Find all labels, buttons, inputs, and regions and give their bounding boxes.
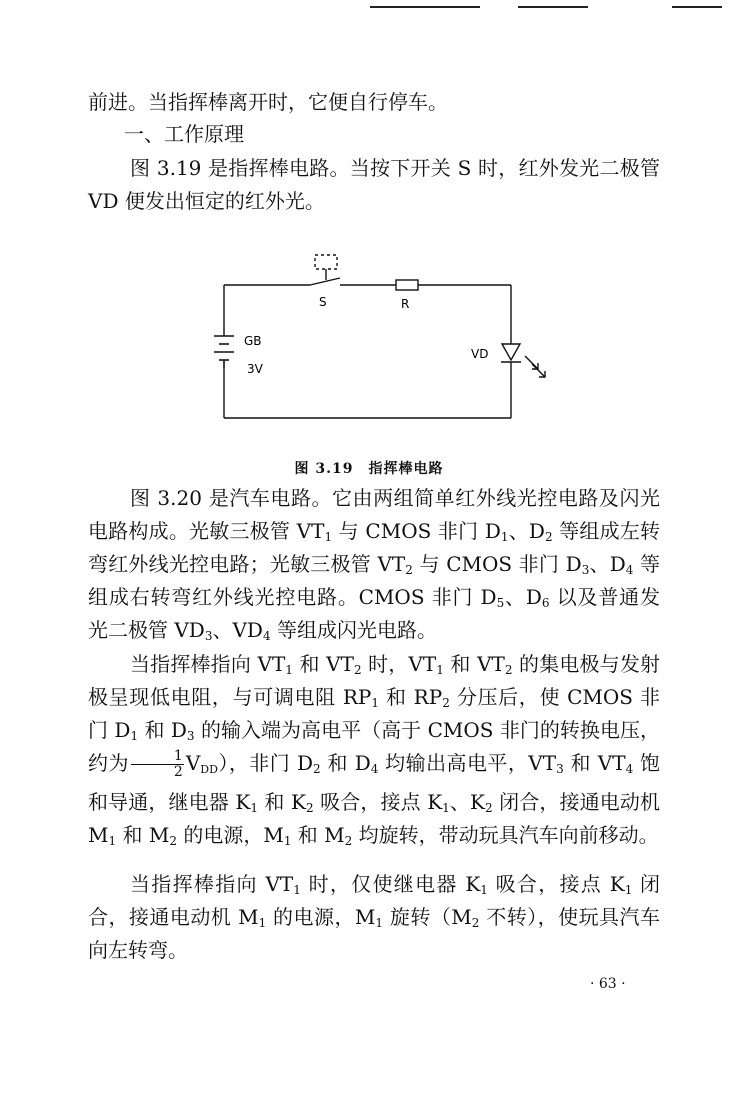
paragraph-4: 当指挥棒指向 $VT_1$ 时，仅使继电器 $K_1$ 吸合，接点 $K_1$ 闭合，接通电动机 $M_1$ 的电源，$M_1$ 旋转（$M_2$ 不转），使玩具汽车向左转弯。 <box>88 872 661 962</box>
resistor-label: R <box>401 297 410 311</box>
fraction-v: V <box>185 751 201 775</box>
paragraph-3-part-b: ），非门 $D_2$ 和 $D_4$ 均输出高电平，$VT_3$ 和 $VT_4$ 饱和导通，继电器 $K_1$ 和 $K_2$ 吸合，接点 $K_1$、$K_2$ 闭合，接通电动机 $M_1$ 和 $M_2$ 的电源，$M_1$ 和 $M_2$ 均旋转，带动玩具汽车向前移动。 <box>88 751 661 848</box>
circuit-diagram <box>0 0 738 450</box>
paragraph-3-part-a: 当指挥棒指向 $VT_1$ 和 $VT_2$ 时，$VT_1$ 和 $VT_2$ 的集电极与发射极呈现低电阻，与可调电阻 $RP_1$ 和 $RP_2$ 分压后，使 CMOS 非门 $D_1$ 和 $D_3$ 的输入端为高电平（高于 CMOS 非门的转换电压，约为 <box>88 652 661 775</box>
fraction-numerator: 1 <box>131 749 184 765</box>
switch-icon <box>310 255 340 285</box>
paragraph-1: 图 3.19 是指挥棒电路。当按下开关 S 时，红外发光二极管 VD 便发出恒定的红外光。 <box>88 156 660 213</box>
led-label: VD <box>471 347 489 361</box>
figure-caption: 图 3.19 指挥棒电路 <box>294 461 444 477</box>
fraction <box>131 749 184 780</box>
fraction-denominator: 2 <box>173 764 183 780</box>
battery-label: GB <box>244 334 262 348</box>
paragraph-2: 图 3.20 是汽车电路。它由两组简单红外线光控电路及闪光电路构成。光敏三极管 $VT_1$ 与 CMOS 非门 $D_1$、$D_2$ 等组成左转弯红外线光控电路；光敏三极管 $VT_2$ 与 CMOS 非门 $D_3$、$D_4$ 等组成右转弯红外线光控电路。CMOS 非门 $D_5$、$D_6$ 以及普通发光二极管 $VD_3$、$VD_4$ 等组成闪光电路。 <box>88 486 661 643</box>
fraction-v-subscript: DD <box>200 763 218 776</box>
paragraph-3 <box>88 648 660 852</box>
page-number: · 63 · <box>590 976 626 992</box>
battery-voltage: 3V <box>247 362 263 376</box>
resistor-icon <box>396 280 418 290</box>
led-icon <box>501 344 545 377</box>
switch-label: S <box>319 295 327 309</box>
text-line-1: 前进。当指挥棒离开时，它便自行停车。 <box>88 90 448 114</box>
battery-icon <box>214 336 234 368</box>
section-heading: 一、工作原理 <box>124 122 244 146</box>
